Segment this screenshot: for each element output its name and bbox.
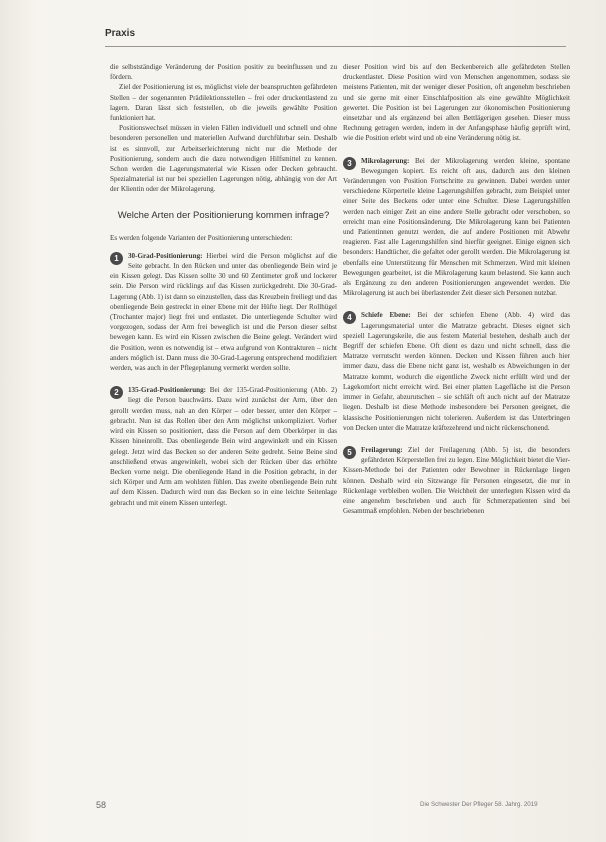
right-column <box>343 62 570 516</box>
left-column <box>110 62 337 508</box>
item-text: Bei der Mikrolagerung werden kleine, spontane Bewegungen kopiert. Es reicht oft aus, dadurch aus den kleinen Veränderungen von Position Fortschritte zu gewinnen. Dabei werden unter verschiedene Körperteile kleine Lagerungshilfen gebracht, zum Beispiel unter einer Seite des Beckens oder unter eine Schulter. Diese Lagerungshilfen werden nach einiger Zeit an eine andere Stelle gebracht oder verschoben, so erreicht man eine Positionsänderung. Die Mikrolagerung kann bei Patienten und Patientinnen genutzt werden, die auf andere Positionen mit Abwehr reagieren. Fast alle Lagerungshilfen sind hierfür geeignet. Einige eignen sich besonders: Handtücher, die gefaltet oder gerollt werden. Die Mikrolagerung ist ebenfalls eine Unterstützung für Menschen mit Schmerzen. Wird mit kleinen Bewegungen gearbeitet, ist die Mikrolagerung kaum belastend. Sie kann auch als Ergänzung zu den anderen Positionierungen angewendet werden. Die Mikrolagerung ist auch bei überlastender Zeit dieser sich Personen nutzbar. <box>343 156 570 298</box>
paragraph: die selbstständige Veränderung der Position positiv zu beeinflussen und zu fördern. <box>110 63 337 82</box>
item-lead: Mikrolagerung: <box>361 156 410 165</box>
paragraph: Ziel der Positionierung ist es, möglichst viele der beanspruchten gefährdeten Stellen – der sogenannten Prädilektionsstellen – frei oder druckentlastend zu lagern. Daran lässt sich feststellen, ob die jeweils gewählte Position funktioniert hat. <box>110 83 337 123</box>
list-item-1 <box>110 251 337 373</box>
number-badge: 2 <box>110 386 123 399</box>
paragraph: Positionswechsel müssen in vielen Fällen individuell und schnell und ohne besonderen personellen und materiellen Aufwand durchführbar sein. Deshalb ist es sinnvoll, zur Arbeitserleichterung nicht nur die Methode der Positionierung, sondern auch die dazu notwendigen Hilfsmittel zu kennen. Schon werden die Lagerungsmaterial wie Kissen oder Decken gebraucht. Spezialmaterial ist nur bei speziellen Lagerungen nötig, abhängig von der Art der Klientin oder der Mikrolagerung. <box>110 124 337 194</box>
item-lead: Schiefe Ebene: <box>361 311 411 320</box>
page-number: 58 <box>96 800 107 810</box>
item-lead: 30-Grad-Positionierung: <box>128 251 203 260</box>
paragraph: dieser Position wird bis auf den Beckenbereich alle gefährdeten Stellen druckentlastet. Diese Position wird von Menschen angenommen, sodass sie meistens Patienten, mit der weniger dieser Position, oft angenehm beschrieben und sie gerne mit einer Einschlafposition als eine gewählte Möglichkeit gewertet. Die Position ist bei Lagerungen zur ökonomischen Positionierung einsetzbar und als ergänzend bei allen Bettlägerigen gesehen. Dieser muss Rechnung getragen werden, indem in der Anfangsphase häufig geprüft wird, wie die Position erlebt wird und ob eine Veränderung nötig ist. <box>343 63 570 143</box>
paragraph: Es werden folgende Varianten der Positionierung unterschieden: <box>110 233 293 242</box>
item-text: Hierbei wird die Person möglichst auf die Seite gebracht. In den Rücken und unter das obenliegende Bein wird je ein Kissen gelegt. Das Kissen sollte 30 und 60 Zentimeter groß und lockerer sein. Die Person wird rücklings auf das Kissen zurückgedreht. Die 30-Grad-Lagerung (Abb. 1) ist dann so einzustellen, dass das Kreuzbein freiliegt und das obenliegende Bein gestreckt in einer Ebene mit der Hüfte liegt. Der Rollhügel (Trochanter major) liegt frei und entlastet. Die unterliegende Schulter wird vorgezogen, sodass der Arm frei beweglich ist und die Person dieser selbst bewegen kann. Es wird ein Kissen zwischen die Beine gelegt. Verändert wird die Position, wenn es notwendig ist – etwa aufgrund von Kontrakturen – nicht anders möglich ist. Dann muss die 30-Grad-Lagerung entsprechend modifiziert werden, was auch in der Pflegeplanung vermerkt werden sollte. <box>110 251 337 373</box>
item-lead: 135-Grad-Positionierung: <box>128 386 207 395</box>
number-badge: 4 <box>343 311 356 324</box>
section-title: Praxis <box>105 28 136 39</box>
number-badge: 5 <box>343 446 356 459</box>
item-text: Ziel der Freilagerung (Abb. 5) ist, die besonders gefährdeten Körperstellen frei zu legen. Eine Möglichkeit bietet die Vier-Kissen-Methode bei der Patienten oder Bewohner in Rückenlage liegen können. Deshalb wird ein Sitzwange für Personen eingesetzt, die nur in Rückenlage verbleiben wollen. Die Weichheit der unterlegten Kissen wird da eine angenehm beschrieben und auch für Schmerzpatienten sind bei Gesamtmaß empfohlen. Neben der beschriebenen <box>343 445 570 516</box>
item-lead: Freilagerung: <box>361 445 403 454</box>
list-item-4 <box>343 310 570 432</box>
footer-source: Die Schwester Der Pfleger 58. Jahrg. 2019 <box>420 801 538 808</box>
section-heading: Welche Arten der Positionierung kommen infrage? <box>117 209 330 221</box>
header-divider <box>105 46 566 47</box>
item-text: Bei der schiefen Ebene (Abb. 4) wird das Lagerungsmaterial unter die Matratze gebracht. Dieses eignet sich speziell Lagerungskeile, die aus festem Material bestehen, deshalb auch der Begriff der schiefen Ebene. Oft dient es dazu und nicht schnell, dass die Matratze verrutscht werden können. Decken und Kissen führen auch hier immer dazu, dass die Ebene nicht ganz ist, weshalb es Abweichungen in der Matratze kommt, wodurch die eigentliche Zweck nicht erfüllt wird und der Lagekomfort nicht erreicht wird. Bei einer platten Lagefläche ist die Person immer in Gefahr, abzurutschen – sie schläft oft auch nicht auf der Matratze liegen. Deshalb ist diese Methode insbesondere bei Personen geeignet, die klassische Positionierungen nicht tolerieren. Außerdem ist das Unterbringen von Decken unter die Matratze kräftezehrend und nicht rückenschonend. <box>343 311 570 432</box>
list-item-3 <box>343 156 570 299</box>
list-item-5 <box>343 445 570 516</box>
list-item-2 <box>110 385 337 507</box>
number-badge: 3 <box>343 157 356 170</box>
item-text: Bei der 135-Grad-Positionierung (Abb. 2) liegt die Person bauchwärts. Dazu wird zunächst der Arm, über den gerollt werden muss, nah an den Körper – oder besser, unter den Körper – gebracht. Nun ist das Rollen über den Arm möglichst unkompliziert. Vorher wird ein Kissen so positioniert, dass die Person auf dem Oberkörper in das Kissen hineinrollt. Das obenliegende Bein wird angewinkelt und ein Kissen gelegt. Jetzt wird das Becken so der anderen Seite gedreht. Seine Beine sind anschließend etwas angewinkelt, wobei sich der Rücken über das erhöhte Becken vorne neigt. Die obenliegende Hand in die Position gebracht, in der sich Körper und Arm am wohlsten fühlen. Das zweite obenliegende Bein ruht auf dem Kissen. Dadurch wird nun das Becken so in eine leichte Seitenlage gebracht und mit einem Kissen unterlegt. <box>110 386 337 507</box>
number-badge: 1 <box>110 252 123 265</box>
